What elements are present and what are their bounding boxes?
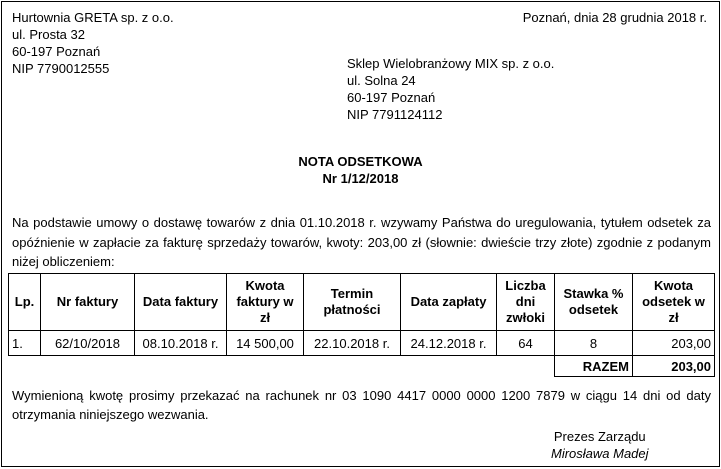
table-cell: 24.12.2018 r. (401, 331, 497, 356)
interest-note-document (1, 1, 720, 467)
recipient-nip: NIP 7791124112 (347, 107, 443, 122)
table-header-row (9, 274, 715, 331)
table-total-row (9, 356, 715, 377)
sender-street: ul. Prosta 32 (12, 27, 85, 42)
total-value: 203,00 (633, 356, 715, 377)
recipient-name: Sklep Wielobranżowy MIX sp. z o.o. (347, 56, 555, 71)
recipient-city: 60-197 Poznań (347, 90, 436, 105)
table-header: Data zapłaty (401, 274, 497, 331)
table-cell: 22.10.2018 r. (304, 331, 401, 356)
place-date: Poznań, dnia 28 grudnia 2018 r. (522, 10, 707, 25)
sender-city: 60-197 Poznań (12, 44, 101, 59)
document-number: Nr 1/12/2018 (322, 171, 399, 186)
document-title-block (2, 153, 719, 187)
body-paragraph: Na podstawie umowy o dostawę towarów z dnia 01.10.2018 r. wzywamy Państwa do uregulowania, tytułem odsetek za opóźnienie w zapłacie za fakturę sprzedaży towarów, kwoty: 203,00 zł (słownie: dwieście trzy złote) zgodnie z podanym niżej obliczeniem: (12, 215, 711, 269)
table-cell: 62/10/2018 (41, 331, 135, 356)
table-header: Stawka % odsetek (555, 274, 633, 331)
table-header: Kwota odsetek w zł (633, 274, 715, 331)
table-header: Nr faktury (41, 274, 135, 331)
table-cell: 14 500,00 (227, 331, 304, 356)
table-row (9, 331, 715, 356)
signature-name: Mirosława Madej (551, 446, 649, 461)
closing-paragraph: Wymienioną kwotę prosimy przekazać na rachunek nr 03 1090 4417 0000 0000 1200 7879 w ciągu 14 dni od daty otrzymania niniejszego wezwania. (12, 388, 711, 422)
table-header: Termin płatności (304, 274, 401, 331)
signature-role: Prezes Zarządu (553, 429, 646, 444)
table-cell: 8 (555, 331, 633, 356)
sender-block (12, 9, 174, 77)
table-header: Data faktury (135, 274, 227, 331)
total-label: RAZEM (555, 356, 633, 377)
table-cell: 1. (9, 331, 41, 356)
sender-name: Hurtownia GRETA sp. z o.o. (12, 10, 174, 25)
signature-block (551, 428, 649, 462)
sender-nip: NIP 7790012555 (12, 61, 110, 76)
table-cell: 08.10.2018 r. (135, 331, 227, 356)
table-cell: 64 (497, 331, 555, 356)
table-header: Lp. (9, 274, 41, 331)
interest-table (8, 273, 715, 377)
recipient-street: ul. Solna 24 (347, 73, 416, 88)
table-cell: 203,00 (633, 331, 715, 356)
table-header: Liczba dni zwłoki (497, 274, 555, 331)
document-title: NOTA ODSETKOWA (298, 154, 423, 169)
recipient-block (347, 55, 554, 123)
table-header: Kwota faktury w zł (227, 274, 304, 331)
